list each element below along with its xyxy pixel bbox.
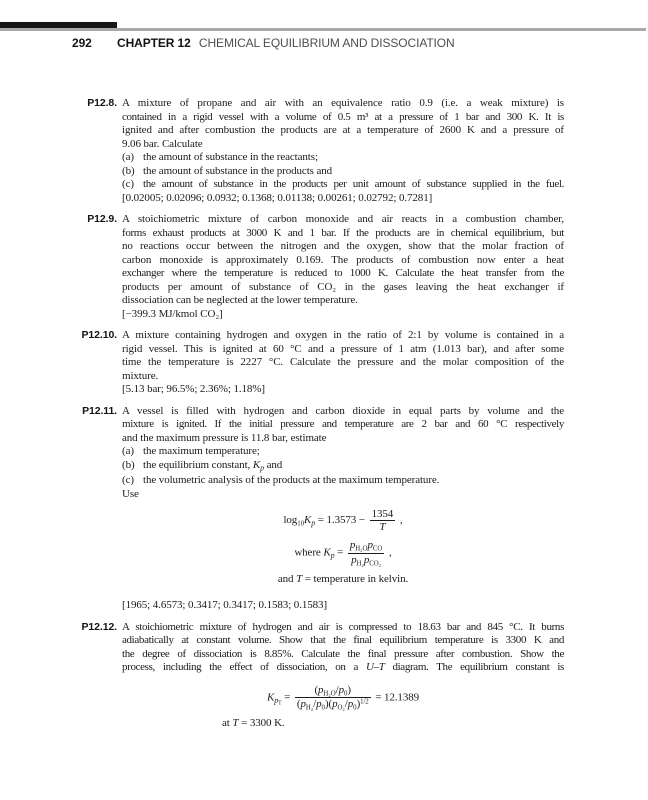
- eq-token: p: [338, 683, 345, 696]
- text-line: [122, 661, 564, 675]
- eq-token: T: [379, 521, 386, 534]
- eq-token: 0: [353, 704, 357, 712]
- eq-token: [295, 697, 371, 711]
- eq-token: )(: [324, 698, 333, 710]
- text-line: rigid vessel. This is ignited at 60 °C and a pressure of 1 atm (1.013 bar), and after some: [122, 342, 564, 355]
- eq-token: = 12.1389: [372, 691, 420, 704]
- problem-text: [122, 213, 564, 321]
- eq-token: =: [281, 691, 293, 704]
- answer-line: [1965; 4.6573; 0.3417; 0.3417; 0.1583; 0.1583]: [122, 599, 328, 612]
- eq-token: H₂: [356, 560, 364, 568]
- eq-token: the equilibrium constant,: [143, 458, 253, 471]
- eq-token: log: [283, 514, 298, 527]
- list-marker: (b): [122, 458, 135, 471]
- text-line: adiabatically at constant volume. Show that the final equilibrium temperature is 3300 K and: [122, 634, 564, 647]
- eq-token: (: [314, 683, 319, 696]
- text-line: and the maximum pressure is 11.8 bar, estimate: [122, 431, 327, 444]
- eq-token: 0: [344, 690, 348, 697]
- problem-p12-12: [0, 621, 648, 731]
- problems-list: [0, 97, 648, 739]
- list-marker: (c): [122, 178, 134, 190]
- eq-token: p: [300, 698, 306, 710]
- text-line: no reactions occur between the nitrogen and the oxygen, show that the molar fraction of: [122, 240, 564, 252]
- text-line: dissociation can be neglected at the lower temperature.: [122, 294, 358, 306]
- list-item: [122, 151, 564, 165]
- eq-token: p: [332, 698, 338, 710]
- eq-token: T: [296, 573, 303, 586]
- eq-token: ,: [386, 546, 392, 559]
- text-line: A stoichiometric mixture of hydrogen and air is compressed to 18.63 bar and 845 °C. It burns: [122, 620, 564, 633]
- text-line: the degree of dissociation is 8.85%. Calculate the final pressure after combustion. Show the: [122, 647, 564, 660]
- list-item: [122, 474, 564, 488]
- text-line: A mixture containing hydrogen and oxygen in the ratio of 2:1 by volume is contained in a: [122, 329, 564, 341]
- eq-token: = 1.3573 −: [315, 514, 368, 527]
- list-item: [122, 178, 564, 192]
- text-line: carbon monoxide is approximately 0.169. The products of combustion now enter a heat: [122, 253, 564, 266]
- eq-token: [370, 508, 396, 520]
- problem-label: P12.8.: [87, 97, 117, 109]
- eq-token: K: [304, 514, 312, 527]
- eq-token: CO: [372, 545, 383, 553]
- list-item: [122, 445, 564, 459]
- problem-p12-11: [0, 405, 648, 613]
- text-line: time the temperature is 2227 °C. Calculate the pressure and the molar composition of the: [122, 356, 564, 368]
- equation-log-kp: [122, 508, 564, 533]
- list-marker: (c): [122, 474, 134, 487]
- eq-token: and: [263, 458, 283, 471]
- eq-token: = 3300 K.: [238, 717, 285, 730]
- eq-token: process, including the effect of dissociation, on a: [122, 661, 366, 674]
- eq-token: p: [316, 698, 322, 710]
- text-line: contained in a rigid vessel with a volume of 0.5 m³ at a pressure of 1 bar and 300 K. It is: [122, 110, 564, 123]
- text-line: ignited and after combustion the products are at a temperature of 2600 K and a pressure of: [122, 124, 564, 136]
- list-item-text: the amount of substance in the products and: [143, 164, 333, 177]
- answer-line: [−399.3 MJ/kmol CO₂]: [122, 307, 223, 320]
- eq-token: at: [222, 717, 233, 730]
- eq-token: T: [278, 700, 282, 707]
- eq-token: T: [232, 717, 239, 730]
- problem-p12-9: [0, 213, 648, 321]
- text-line: forms exhaust products at 3000 K and 1 bar. If the products are in chemical equilibrium, but: [122, 226, 564, 239]
- chapter-heading: [117, 36, 455, 50]
- list-item-text: the maximum temperature;: [143, 445, 260, 457]
- text-line: A stoichiometric mixture of carbon monoxide and air reacts in a combustion chamber,: [122, 213, 564, 225]
- eq-token: p: [260, 462, 264, 472]
- eq-token: = temperature in kelvin.: [302, 573, 409, 586]
- text-line: A vessel is filled with hydrogen and carbon dioxide in equal parts by volume and the: [122, 404, 564, 417]
- list-marker: (a): [122, 445, 134, 457]
- text-line: mixture.: [122, 369, 159, 382]
- eq-token: 10: [297, 520, 305, 528]
- eq-token: [348, 539, 385, 567]
- equation-kpt: [122, 684, 564, 712]
- problem-text: [122, 97, 564, 205]
- problem-label: P12.10.: [81, 329, 117, 341]
- eq-token: –: [373, 661, 379, 674]
- equation-condition-line: [222, 717, 564, 731]
- list-marker: (a): [122, 151, 134, 163]
- text-line: products per amount of substance of CO₂ in the gases leaving the heat exchanger if: [122, 280, 564, 293]
- list-item-text: the volumetric analysis of the products at the maximum temperature.: [143, 474, 440, 487]
- eq-token: diagram. The equilibrium constant is: [384, 661, 564, 674]
- eq-token: [370, 508, 396, 533]
- eq-token: p: [351, 553, 357, 566]
- eq-token: p: [363, 553, 370, 566]
- eq-token: 1/2: [360, 698, 369, 706]
- eq-token: 1354: [371, 508, 394, 521]
- problem-p12-10: [0, 329, 648, 397]
- eq-token: p: [274, 695, 279, 705]
- problem-text: [122, 621, 564, 731]
- eq-token: /: [335, 683, 339, 696]
- text-line: 9.06 bar. Calculate: [122, 137, 203, 150]
- eq-token: H₂O: [323, 690, 336, 697]
- text-line: mixture is ignited. If the initial pressure and temperature are 2 bar and 60 °C respectively: [122, 418, 564, 430]
- eq-token: [348, 553, 385, 567]
- list-item-text: [143, 459, 564, 475]
- answer-line: [5.13 bar; 96.5%; 2.36%; 1.18%]: [122, 383, 265, 395]
- eq-token: where: [294, 546, 324, 559]
- problem-label: P12.11.: [82, 404, 117, 417]
- eq-token: (: [296, 698, 301, 710]
- eq-token: K: [266, 691, 275, 704]
- eq-token: K: [323, 546, 331, 559]
- problem-text: [122, 405, 564, 613]
- eq-token: [295, 684, 371, 712]
- eq-token: /: [344, 698, 348, 710]
- problem-label: P12.12.: [81, 620, 117, 633]
- problem-label: P12.9.: [87, 213, 117, 225]
- eq-token: K: [252, 458, 261, 471]
- eq-token: /: [313, 698, 317, 710]
- eq-token: p: [349, 539, 356, 552]
- chapter-title: CHEMICAL EQUILIBRIUM AND DISSOCIATION: [198, 36, 455, 50]
- eq-token: =: [334, 546, 346, 559]
- equation-temperature-note: [122, 573, 564, 585]
- list-marker: (b): [122, 164, 135, 177]
- header-rule: [0, 28, 646, 31]
- eq-token: and: [277, 573, 297, 586]
- eq-token: [295, 684, 371, 697]
- eq-token: H₂O: [355, 545, 368, 553]
- eq-token: [370, 520, 396, 533]
- eq-token: 0: [321, 704, 325, 712]
- eq-token: p: [311, 518, 316, 528]
- page-number: 292: [72, 36, 92, 50]
- eq-token: ,: [397, 514, 403, 527]
- eq-token: CO₂: [369, 560, 382, 568]
- eq-token: ): [356, 698, 361, 710]
- answer-line: [0.02005; 0.02096; 0.0932; 0.1368; 0.01138; 0.00261; 0.02792; 0.7281]: [122, 191, 433, 204]
- problem-p12-8: [0, 97, 648, 205]
- text-line: A mixture of propane and air with an equivalence ratio 0.9 (i.e. a weak mixture) is: [122, 97, 564, 109]
- list-item-text: the amount of substance in the products per unit amount of substance supplied in the fuel.: [143, 178, 564, 190]
- eq-token: H₂: [305, 704, 314, 712]
- list-item: [122, 459, 564, 475]
- text-line: exchanger where the temperature is reduced to 1000 K. Calculate the heat transfer from the: [122, 267, 564, 279]
- problem-text: [122, 329, 564, 397]
- eq-token: T: [378, 661, 385, 674]
- eq-token: O₂: [337, 704, 345, 712]
- eq-token: p: [347, 698, 354, 710]
- list-item-text: the amount of substance in the reactants;: [143, 151, 318, 163]
- eq-token: [348, 539, 385, 552]
- eq-token: p: [367, 539, 373, 552]
- chapter-label: CHAPTER 12: [117, 36, 191, 50]
- equation-kp-definition: [122, 539, 564, 567]
- text-line: Use: [122, 487, 139, 500]
- eq-token: p: [330, 551, 335, 561]
- eq-token: U: [365, 661, 374, 674]
- display-equations: [122, 508, 564, 585]
- eq-token: p: [318, 683, 324, 696]
- eq-token: ): [347, 683, 351, 696]
- list-item: [122, 165, 564, 179]
